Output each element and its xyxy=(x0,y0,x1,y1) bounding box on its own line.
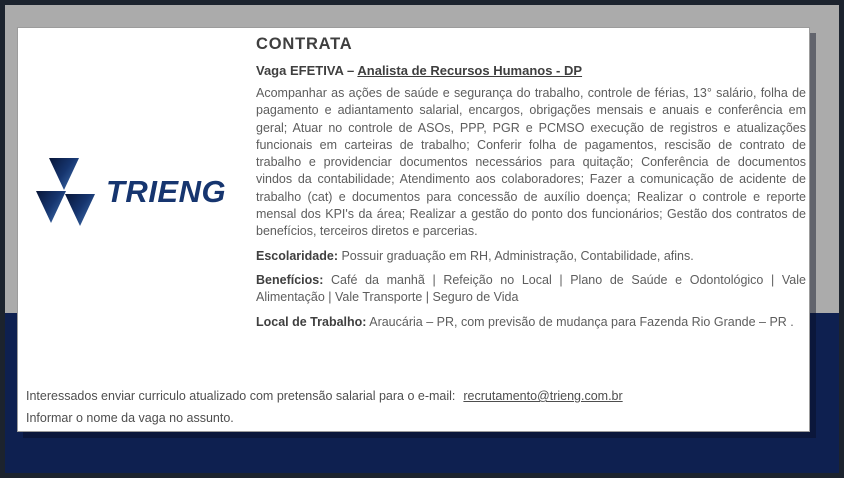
logo-triangle-right-icon xyxy=(65,194,95,226)
three-triangles-logo-icon xyxy=(36,158,96,226)
job-posting-card xyxy=(17,27,810,432)
footer-line1 xyxy=(26,388,801,404)
posting-content xyxy=(256,35,806,338)
logo-triangle-top-icon xyxy=(49,158,79,190)
job-description: Acompanhar as ações de saúde e segurança do trabalho, controle de férias, 13° salário, folha de pagamento e adiantamento salarial, encargos, obrigações mensais e anuais e conferência em geral; Atuar no controle de ASOs, PPP, PGR e PCMSO execução de registros e atualizações funcionais em carteiras de trabalho; Conferir folha de pagamentos, rescisão de contrato de trabalho e providenciar documentos necessários para quitação; Conferência de documentos vindos da contabilidade; Atendimento aos colaboradores; Fazer a comunicação de acidente de trabalho (cat) e documentos para concessão de auxílio doença; Realizar o controle e reporte mensal dos KPI's da área; Realizar a gestão do ponto dos funcionários; Gestão dos contratos de benefícios, terceiros diretos e parcerias. xyxy=(256,86,806,239)
section-escolaridade xyxy=(256,248,806,265)
vacancy-prefix: Vaga EFETIVA – xyxy=(256,63,358,78)
posting-heading: CONTRATA xyxy=(256,35,353,53)
recruitment-email-link[interactable]: recrutamento@trieng.com.br xyxy=(463,389,623,403)
company-name: TRIENG xyxy=(106,174,227,209)
section-escolaridade-text: Possuir graduação em RH, Administração, Contabilidade, afins. xyxy=(341,248,694,263)
logo-triangle-left-icon xyxy=(36,191,66,223)
section-local-text: Araucária – PR, com previsão de mudança para Fazenda Rio Grande – PR . xyxy=(369,314,794,329)
company-logo xyxy=(36,158,226,226)
vacancy-line xyxy=(256,63,806,78)
section-beneficios-text: Café da manhã | Refeição no Local | Plano de Saúde e Odontológico | Vale Alimentação | Vale Transporte | Seguro de Vida xyxy=(256,272,806,305)
section-escolaridade-label: Escolaridade: xyxy=(256,248,338,263)
section-local-label: Local de Trabalho: xyxy=(256,314,367,329)
footer-line1-text: Interessados enviar curriculo atualizado com pretensão salarial para o e-mail: xyxy=(26,389,456,403)
section-local-de-trabalho xyxy=(256,314,806,331)
section-beneficios-label: Benefícios: xyxy=(256,272,324,287)
section-beneficios xyxy=(256,272,806,307)
footer-line2: Informar o nome da vaga no assunto. xyxy=(26,411,234,425)
application-footer xyxy=(26,388,801,426)
vacancy-title: Analista de Recursos Humanos - DP xyxy=(357,63,583,78)
